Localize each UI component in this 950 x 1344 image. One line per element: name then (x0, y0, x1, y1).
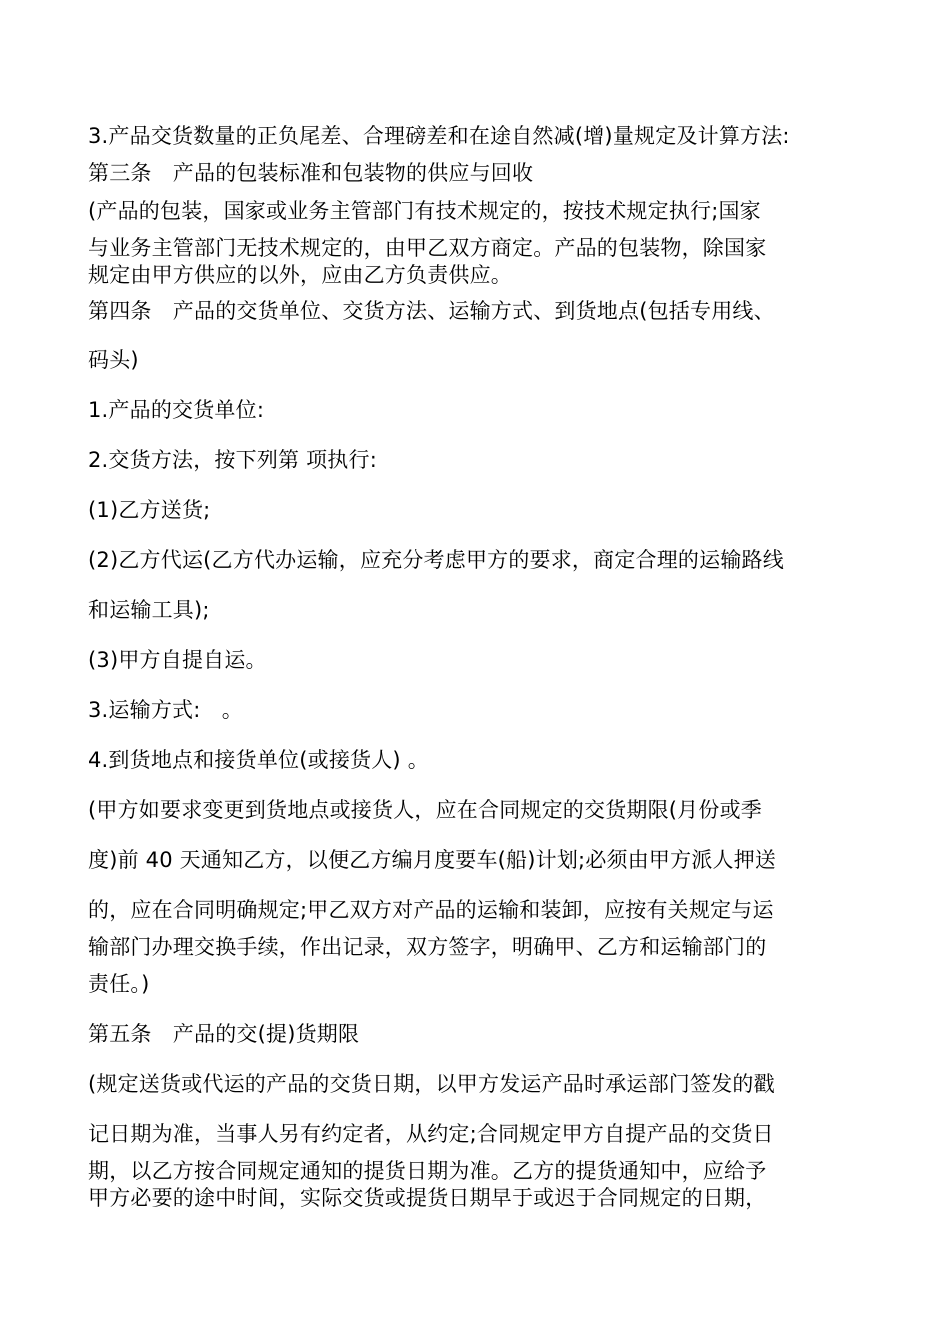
text-line: 和运输工具); (88, 598, 210, 622)
text-line: (1)乙方送货; (88, 498, 211, 522)
text-line: 甲方必要的途中时间，实际交货或提货日期早于或迟于合同规定的日期， (88, 1186, 767, 1210)
text-line: 3.产品交货数量的正负尾差、合理磅差和在途自然减(增)量规定及计算方法: (88, 124, 790, 148)
text-line: (产品的包装，国家或业务主管部门有技术规定的，按技术规定执行;国家 (88, 199, 761, 223)
text-line: 期，以乙方按合同规定通知的提货日期为准。乙方的提货通知中，应给予 (88, 1159, 767, 1183)
text-line: 责任。) (88, 972, 150, 996)
text-line: (2)乙方代运(乙方代办运输，应充分考虑甲方的要求，商定合理的运输路线 (88, 548, 784, 572)
text-line: 的，应在合同明确规定;甲乙双方对产品的运输和装卸，应按有关规定与运 (88, 898, 774, 922)
text-line: (甲方如要求变更到货地点或接货人，应在合同规定的交货期限(月份或季 (88, 798, 762, 822)
text-line: (规定送货或代运的产品的交货日期，以甲方发运产品时承运部门签发的戳 (88, 1072, 775, 1096)
text-line: 记日期为准，当事人另有约定者，从约定;合同规定甲方自提产品的交货日 (88, 1122, 774, 1146)
text-line: (3)甲方自提自运。 (88, 648, 267, 672)
section-heading: 第五条 产品的交(提)货期限 (88, 1022, 360, 1046)
text-line: 规定由甲方供应的以外，应由乙方负责供应。 (88, 263, 512, 287)
text-line: 3.运输方式: 。 (88, 698, 243, 722)
text-line: 与业务主管部门无技术规定的，由甲乙双方商定。产品的包装物，除国家 (88, 236, 767, 260)
text-line: 4.到货地点和接货单位(或接货人) 。 (88, 748, 429, 772)
text-line: 度)前 40 天通知乙方，以便乙方编月度要车(船)计划;必须由甲方派人押送 (88, 848, 777, 872)
text-line: 输部门办理交换手续，作出记录，双方签字，明确甲、乙方和运输部门的 (88, 935, 767, 959)
text-line: 码头) (88, 348, 139, 372)
text-line: 1.产品的交货单位: (88, 398, 265, 422)
text-line: 2.交货方法，按下列第 项执行: (88, 448, 377, 472)
section-heading: 第三条 产品的包装标准和包装物的供应与回收 (88, 161, 534, 185)
section-heading: 第四条 产品的交货单位、交货方法、运输方式、到货地点(包括专用线、 (88, 299, 775, 323)
